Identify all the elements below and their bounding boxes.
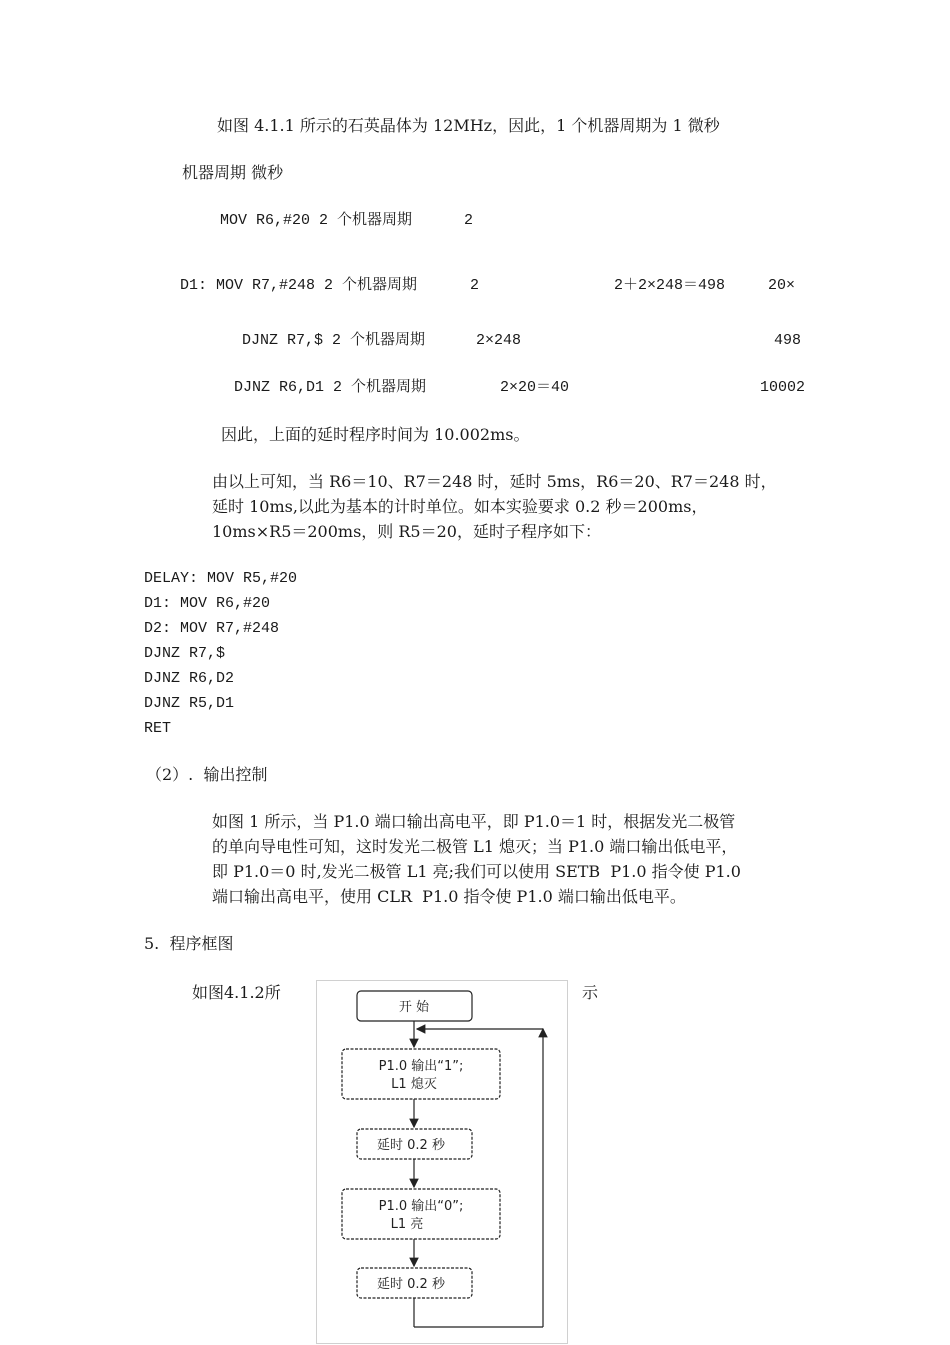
code-line-2: D1: MOV R6,#20 xyxy=(144,595,271,612)
section-2-line-1: 如图 1 所示，当 P1.0 端口输出高电平，即 P1.0＝1 时，根据发光二极管 xyxy=(212,812,736,831)
explain-line-2: 延时 10ms,以此为基本的计时单位。如本实验要求 0.2 秒＝200ms， xyxy=(212,497,708,516)
flow-step1-line2: L1 熄灭 xyxy=(391,1077,437,1092)
explain-line-1: 由以上可知，当 R6＝10、R7＝248 时，延时 5ms，R6＝20、R7＝248 时， xyxy=(212,472,777,491)
row-3-cycles: 2×248 xyxy=(476,332,522,349)
code-line-3: D2: MOV R7,#248 xyxy=(144,620,280,637)
code-line-7: RET xyxy=(144,720,172,737)
row-4-instr: DJNZ R6,D1 2 个机器周期 xyxy=(234,379,427,396)
flow-step2-line2: L1 亮 xyxy=(390,1217,424,1232)
row-4-total: 10002 xyxy=(760,379,806,396)
flow-delay1-node xyxy=(357,1129,472,1159)
flowchart-figure xyxy=(316,980,568,1344)
flow-step2-line1: P1.0 输出“0”; xyxy=(378,1199,464,1214)
section-2-line-4: 端口输出高电平，使用 CLR P1.0 指令使 P1.0 端口输出低电平。 xyxy=(212,887,686,906)
code-line-1: DELAY: MOV R5,#20 xyxy=(144,570,298,587)
section-2-heading: （2）. 输出控制 xyxy=(146,765,268,784)
flow-start-node xyxy=(357,991,472,1021)
section-2-line-2: 的单向导电性可知，这时发光二极管 L1 熄灭；当 P1.0 端口输出低电平， xyxy=(212,837,738,856)
flow-delay2-node xyxy=(357,1268,472,1298)
figure-caption-right: 示 xyxy=(582,983,599,1002)
table-header: 机器周期 微秒 xyxy=(182,163,284,182)
flow-delay1-label: 延时 0.2 秒 xyxy=(377,1138,445,1153)
row-1-cycles: 2 xyxy=(464,212,474,229)
flow-step1-line1: P1.0 输出“1”; xyxy=(378,1059,464,1074)
code-line-5: DJNZ R6,D2 xyxy=(144,670,235,687)
row-2-calc: 2＋2×248＝498 xyxy=(614,277,726,294)
row-1-instr: MOV R6,#20 2 个机器周期 xyxy=(220,212,413,229)
conclusion-text: 因此，上面的延时程序时间为 10.002ms。 xyxy=(221,425,530,444)
row-3-total: 498 xyxy=(774,332,802,349)
flow-delay2-label: 延时 0.2 秒 xyxy=(377,1277,445,1292)
section-2-line-3: 即 P1.0＝0 时,发光二极管 L1 亮;我们可以使用 SETB P1.0 指令使 P1.0 xyxy=(212,862,741,881)
code-line-4: DJNZ R7,$ xyxy=(144,645,226,662)
row-3-instr: DJNZ R7,$ 2 个机器周期 xyxy=(242,332,426,349)
row-2-total: 20× xyxy=(768,277,796,294)
flow-step2-node xyxy=(342,1189,500,1239)
code-line-6: DJNZ R5,D1 xyxy=(144,695,235,712)
row-4-cycles: 2×20＝40 xyxy=(500,379,570,396)
flow-start-label: 开 始 xyxy=(398,1000,430,1015)
row-2-instr: D1: MOV R7,#248 2 个机器周期 xyxy=(180,277,418,294)
row-2-cycles: 2 xyxy=(470,277,480,294)
figure-caption-left: 如图4.1.2所 xyxy=(192,983,281,1002)
intro-text: 如图 4.1.1 所示的石英晶体为 12MHz，因此，1 个机器周期为 1 微秒 xyxy=(217,116,720,135)
flow-step1-node xyxy=(342,1049,500,1099)
explain-line-3: 10ms×R5＝200ms，则 R5＝20，延时子程序如下： xyxy=(212,522,601,541)
section-5-heading: 5. 程序框图 xyxy=(144,934,234,953)
